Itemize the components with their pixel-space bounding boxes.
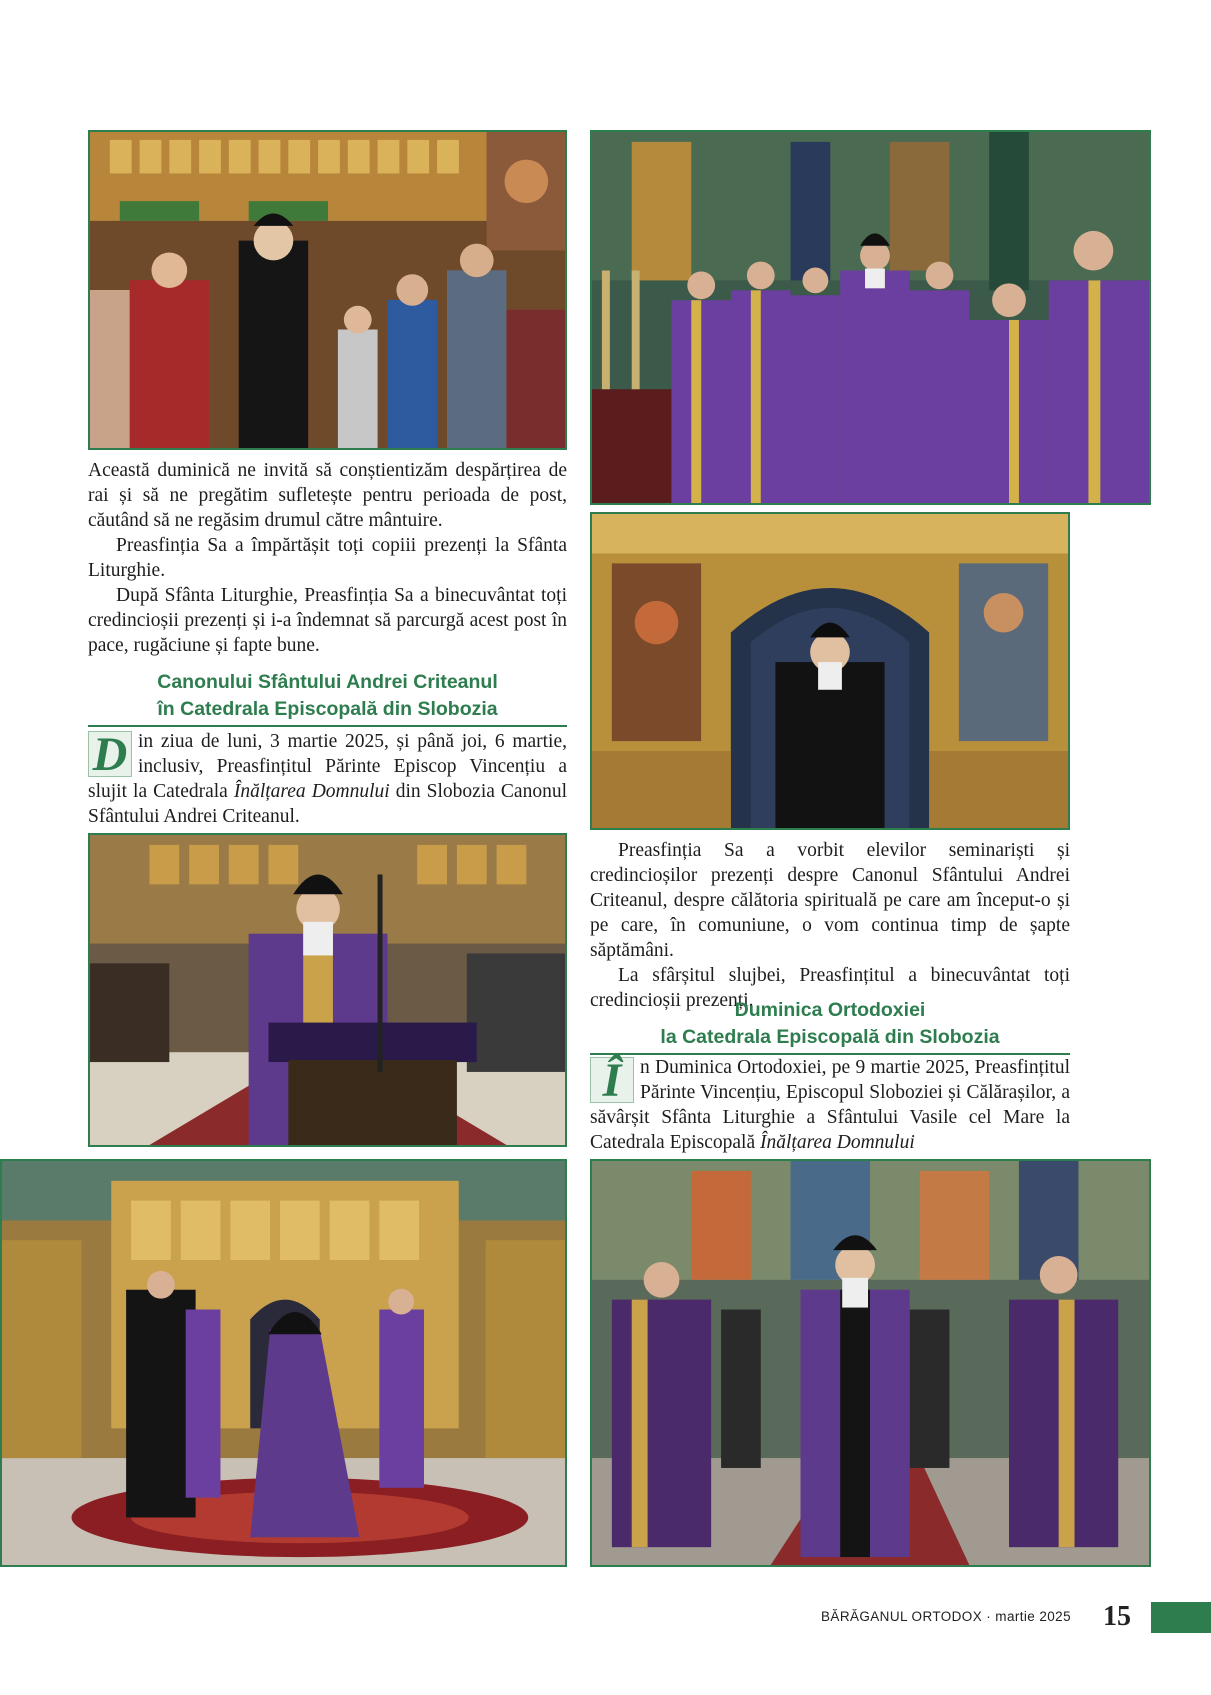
section-body-canon <box>88 729 567 829</box>
photo-clergy-group-purple-vestments <box>590 130 1151 505</box>
photo-bishop-with-deacons <box>590 1159 1151 1567</box>
section-heading-canon <box>88 669 567 727</box>
heading-line: în Catedrala Episcopală din Slobozia <box>157 698 498 720</box>
photo-bishop-at-lectern <box>88 833 567 1147</box>
page-footer <box>0 1601 1211 1635</box>
section-body-orthodoxy-sunday <box>590 1055 1070 1155</box>
paragraph: La sfârșitul slujbei, Preasfințitul a binecuvântat toți credincioșii prezenți. <box>590 965 1070 1011</box>
heading-line: la Catedrala Episcopală din Slobozia <box>660 1026 1000 1048</box>
drop-cap: D <box>88 731 132 777</box>
publication-title: BĂRĂGANUL ORTODOX · martie 2025 <box>821 1609 1071 1624</box>
heading-line: Canonului Sfântului Andrei Criteanul <box>157 671 498 693</box>
body-text: din Slobozia Canonul Sfântului Andrei Criteanul. <box>88 781 567 827</box>
paragraph: După Sfânta Liturghie, Preasfinția Sa a binecuvântat toți credincioșii prezenți și i-a îndemnat să parcurgă acest post în pace, rugăciune și fapte bune. <box>88 585 567 656</box>
body-text: n Duminica Ortodoxiei, pe 9 martie 2025, Preasfințitul Părinte Vincențiu, Episcopul Sloboziei și Călărașilor, a săvârșit Sfânta Liturghie a Sfântului Vasile cel Mare la Catedrala Episcopală <box>590 1057 1070 1153</box>
footer-accent-bar <box>1151 1602 1211 1633</box>
body-text-italic: Înălțarea Domnului <box>233 781 390 802</box>
section-heading-orthodoxy-sunday <box>590 997 1070 1055</box>
photo-bishop-with-children <box>88 130 567 450</box>
heading-line: Duminica Ortodoxiei <box>734 999 926 1021</box>
right-column-text-mid <box>590 838 1070 1013</box>
left-column-text-top <box>88 458 567 658</box>
page-number: 15 <box>1103 1601 1131 1632</box>
photo-service-in-nave <box>0 1159 567 1567</box>
body-text-italic: Înălțarea Domnului <box>760 1132 915 1153</box>
paragraph: Preasfinția Sa a împărtășit toți copiii prezenți la Sfânta Liturghie. <box>88 535 567 581</box>
paragraph: Preasfinția Sa a vorbit elevilor seminariști și credincioșilor prezenți despre Canonul Sfântului Andrei Criteanul, despre călătoria spirituală pe care am început-o și pe care, în comuniune, o vom continua timp de șapte săptămâni. <box>590 840 1070 961</box>
drop-cap: Î <box>590 1057 634 1103</box>
photo-bishop-iconostasis-arch <box>590 512 1070 830</box>
body-text: in ziua de luni, 3 martie 2025, și până joi, 6 martie, inclusiv, Preasfințitul Părinte Episcop Vincențiu a slujit la Catedrala <box>88 731 567 802</box>
paragraph: Această duminică ne invită să conștientizăm despărțirea de rai și să ne pregătim sufletește pentru perioada de post, căutând să ne regăsim drumul către mântuire. <box>88 460 567 531</box>
